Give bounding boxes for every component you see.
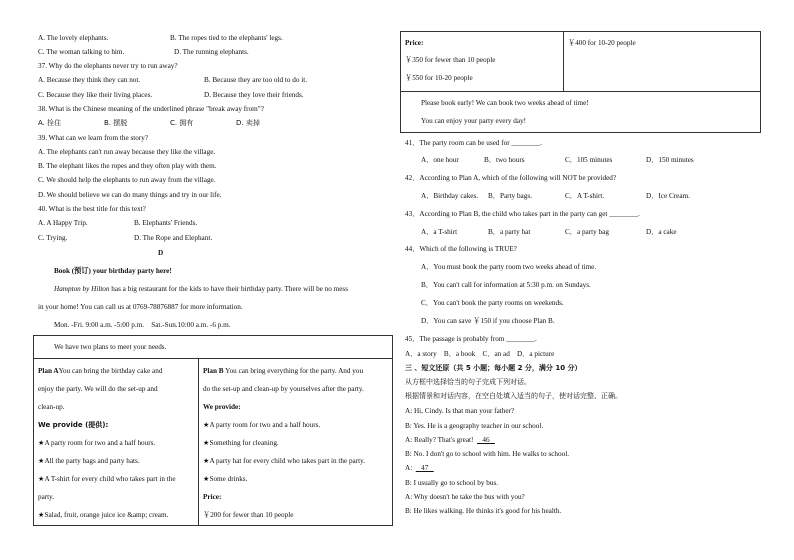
table-divider (33, 358, 393, 359)
plan-b-item-2: ★Something for cleaning. (203, 439, 279, 447)
dialog-line-6: B: I usually go to school by bus. (405, 479, 499, 487)
q40-stem: 40. What is the best title for this text? (38, 205, 146, 213)
plan-a-intro-2: enjoy the party. We will do the set-up and (38, 385, 158, 393)
plan-a-price-label: Price: (405, 39, 424, 47)
plan-a-item-3: ★A T-shirt for every child who takes part in the (38, 475, 176, 483)
plan-a-intro-3: clean-up. (38, 403, 65, 411)
plan-b-intro-1 (203, 368, 363, 375)
passage-line-1-rest: has a big restaurant for the kids to have their birthday party. There will be no mess (111, 285, 349, 293)
plan-a-title: Plan A (38, 367, 59, 375)
table-cont-divider (400, 91, 761, 92)
plan-b-item-1: ★A party room for two and a half hours. (203, 421, 321, 429)
table-cont-column-divider (563, 31, 564, 91)
q37-option-c: C. Because they like their living places. (38, 91, 153, 99)
plan-b-intro-2: do the set-up and clean-up by yourselves after the party. (203, 385, 364, 393)
blank-47-number: 47 (421, 464, 429, 472)
q42-stem: 42．According to Plan A, which of the following will NOT be provided? (405, 174, 617, 182)
q37-option-d: D. Because they love their friends. (204, 91, 304, 99)
q39-option-c: C. We should help the elephants to run away from the village. (38, 176, 216, 184)
dialog-line-8: B: He likes walking. He thinks it's good for his health. (405, 507, 562, 515)
plan-a-provide: We provide (提供): (38, 421, 109, 429)
q41-stem: 41．The party room can be used for ________. (405, 139, 542, 147)
plan-b-price-label: Price: (203, 493, 222, 501)
dialog-line-7: A: Why doesn't he take the bus with you? (405, 493, 525, 501)
q36-option-d: D. The running elephants. (174, 48, 249, 56)
q37-stem: 37. Why do the elephants never try to run away? (38, 62, 178, 70)
q44-option-a: A．You must book the party room two weeks ahead of time. (421, 263, 597, 271)
q42-option-a: A．Birthday cakes. (421, 192, 479, 200)
q39-option-a: A. The elephants can't run away because they like the village. (38, 148, 216, 156)
section-3-instruction-2: 根据情景和对话内容，在空白处填入适当的句子，使对话完整、正确。 (405, 392, 622, 400)
plan-a-price-2: ￥550 for 10-20 people (405, 74, 473, 82)
plan-b-price-2: ￥400 for 10-20 people (568, 39, 636, 47)
q42-option-c: C．A T-shirt. (565, 192, 605, 200)
q43-option-b: B．a party hat (488, 228, 531, 236)
table-header: We have two plans to meet your needs. (54, 343, 167, 351)
q45-stem: 45．The passage is probably from ________. (405, 335, 537, 343)
q36-option-b: B. The ropes tied to the elephants' legs. (170, 34, 283, 42)
q39-option-d: D. We should believe we can do many things and try in our life. (38, 191, 222, 199)
dialog-line-5-text: A: (405, 464, 413, 472)
section-3-title: 三 、短文还原（共 5 小题；每小题 2 分，满分 10 分） (405, 364, 582, 372)
plan-a-item-4: ★Salad, fruit, orange juice ice &amp; cream. (38, 511, 169, 519)
table-column-divider (198, 358, 199, 526)
q39-option-b: B. The elephant likes the ropes and they often play with them. (38, 162, 217, 170)
q44-option-c: C．You can't book the party rooms on weekends. (421, 299, 564, 307)
blank-46-number: 46 (482, 436, 490, 444)
plan-b-title: Plan B (203, 367, 224, 375)
dialog-line-2: B: Yes. He is a geography teacher in our school. (405, 422, 544, 430)
q43-stem: 43．According to Plan B, the child who takes part in the party can get ________. (405, 210, 640, 218)
q40-option-a: A. A Happy Trip. (38, 219, 88, 227)
q44-option-d: D．You can save ￥150 if you choose Plan B. (421, 317, 555, 325)
passage-line-2: in your home! You can call us at 0769-78876887 for more information. (38, 303, 243, 311)
dialog-line-1: A: Hi, Cindy. Is that man your father? (405, 407, 515, 415)
q38-stem: 38. What is the Chinese meaning of the underlined phrase "break away from"? (38, 105, 264, 113)
q41-option-a: A．one hour (421, 156, 459, 164)
plan-b-item-4: ★Some drinks. (203, 475, 248, 483)
section-d-heading: D (158, 249, 164, 257)
dialog-line-3-text: A: Really? That's great! (405, 436, 474, 444)
dialog-line-5 (405, 465, 434, 472)
plan-a-price-1: ￥350 for fewer than 10 people (405, 56, 496, 64)
plan-b-provide: We provide: (203, 403, 241, 411)
q38-option-a: A. 拴住 (38, 119, 62, 127)
q42-option-b: B．Party bags. (488, 192, 532, 200)
q37-option-b: B. Because they are too old to do it. (204, 76, 307, 84)
q38-option-b: B. 摆脱 (104, 119, 128, 127)
q36-option-c: C. The woman talking to him. (38, 48, 125, 56)
q41-option-c: C．105 minutes (565, 156, 613, 164)
plan-b-price: ￥200 for fewer than 10 people (203, 511, 294, 519)
party-note: You can enjoy your party every day! (421, 117, 527, 125)
q38-option-d: D. 卖掉 (236, 119, 260, 127)
q36-option-a: A. The lovely elephants. (38, 34, 109, 42)
plan-b-intro-1-text: You can bring everything for the party. And you (225, 367, 364, 375)
dialog-line-4: B: No. I don't go to school with him. He walks to school. (405, 450, 570, 458)
plan-b-item-3: ★A party hat for every child who takes part in the party. (203, 457, 366, 465)
hotel-name: Hampton by Hilton (54, 285, 110, 293)
q41-option-b: B．two hours (484, 156, 525, 164)
booking-note: Please book early! We can book two weeks ahead of time! (421, 99, 589, 107)
q42-option-d: D．Ice Cream. (646, 192, 690, 200)
plan-a-intro-1-text: You can bring the birthday cake and (58, 367, 163, 375)
q40-option-b: B. Elephants' Friends. (134, 219, 198, 227)
q43-option-a: A．a T-shirt (421, 228, 458, 236)
blank-46[interactable] (477, 436, 495, 444)
q40-option-d: D. The Rope and Elephant. (134, 234, 213, 242)
q43-option-d: D．a cake (646, 228, 677, 236)
dialog-line-3 (405, 437, 495, 444)
q44-stem: 44．Which of the following is TRUE? (405, 245, 517, 253)
passage-line-1 (54, 286, 348, 293)
plan-a-item-2: ★All the party bags and party hats. (38, 457, 140, 465)
plan-a-item-3-cont: party. (38, 493, 55, 501)
plan-a-intro-1 (38, 368, 162, 375)
q40-option-c: C. Trying. (38, 234, 68, 242)
q39-stem: 39. What can we learn from the story? (38, 134, 149, 142)
q43-option-c: C．a party bag (565, 228, 609, 236)
q41-option-d: D．150 minutes (646, 156, 694, 164)
blank-47[interactable] (416, 464, 434, 472)
opening-hours: Mon. -Fri. 9:00 a.m. -5:00 p.m. Sat.-Sun.10:00 a.m. -6 p.m. (54, 321, 231, 329)
plan-a-item-1: ★A party room for two and a half hours. (38, 439, 156, 447)
q45-options: A．a story B．a book C．an ad D．a picture (405, 350, 555, 358)
passage-title: Book (预订) your birthday party here! (54, 267, 172, 275)
q44-option-b: B．You can't call for information at 5:30 p.m. on Sundays. (421, 281, 591, 289)
q38-option-c: C. 拥有 (170, 119, 194, 127)
section-3-instruction-1: 从方框中选择恰当的句子完成下列对话。 (405, 378, 531, 386)
q37-option-a: A. Because they think they can not. (38, 76, 141, 84)
